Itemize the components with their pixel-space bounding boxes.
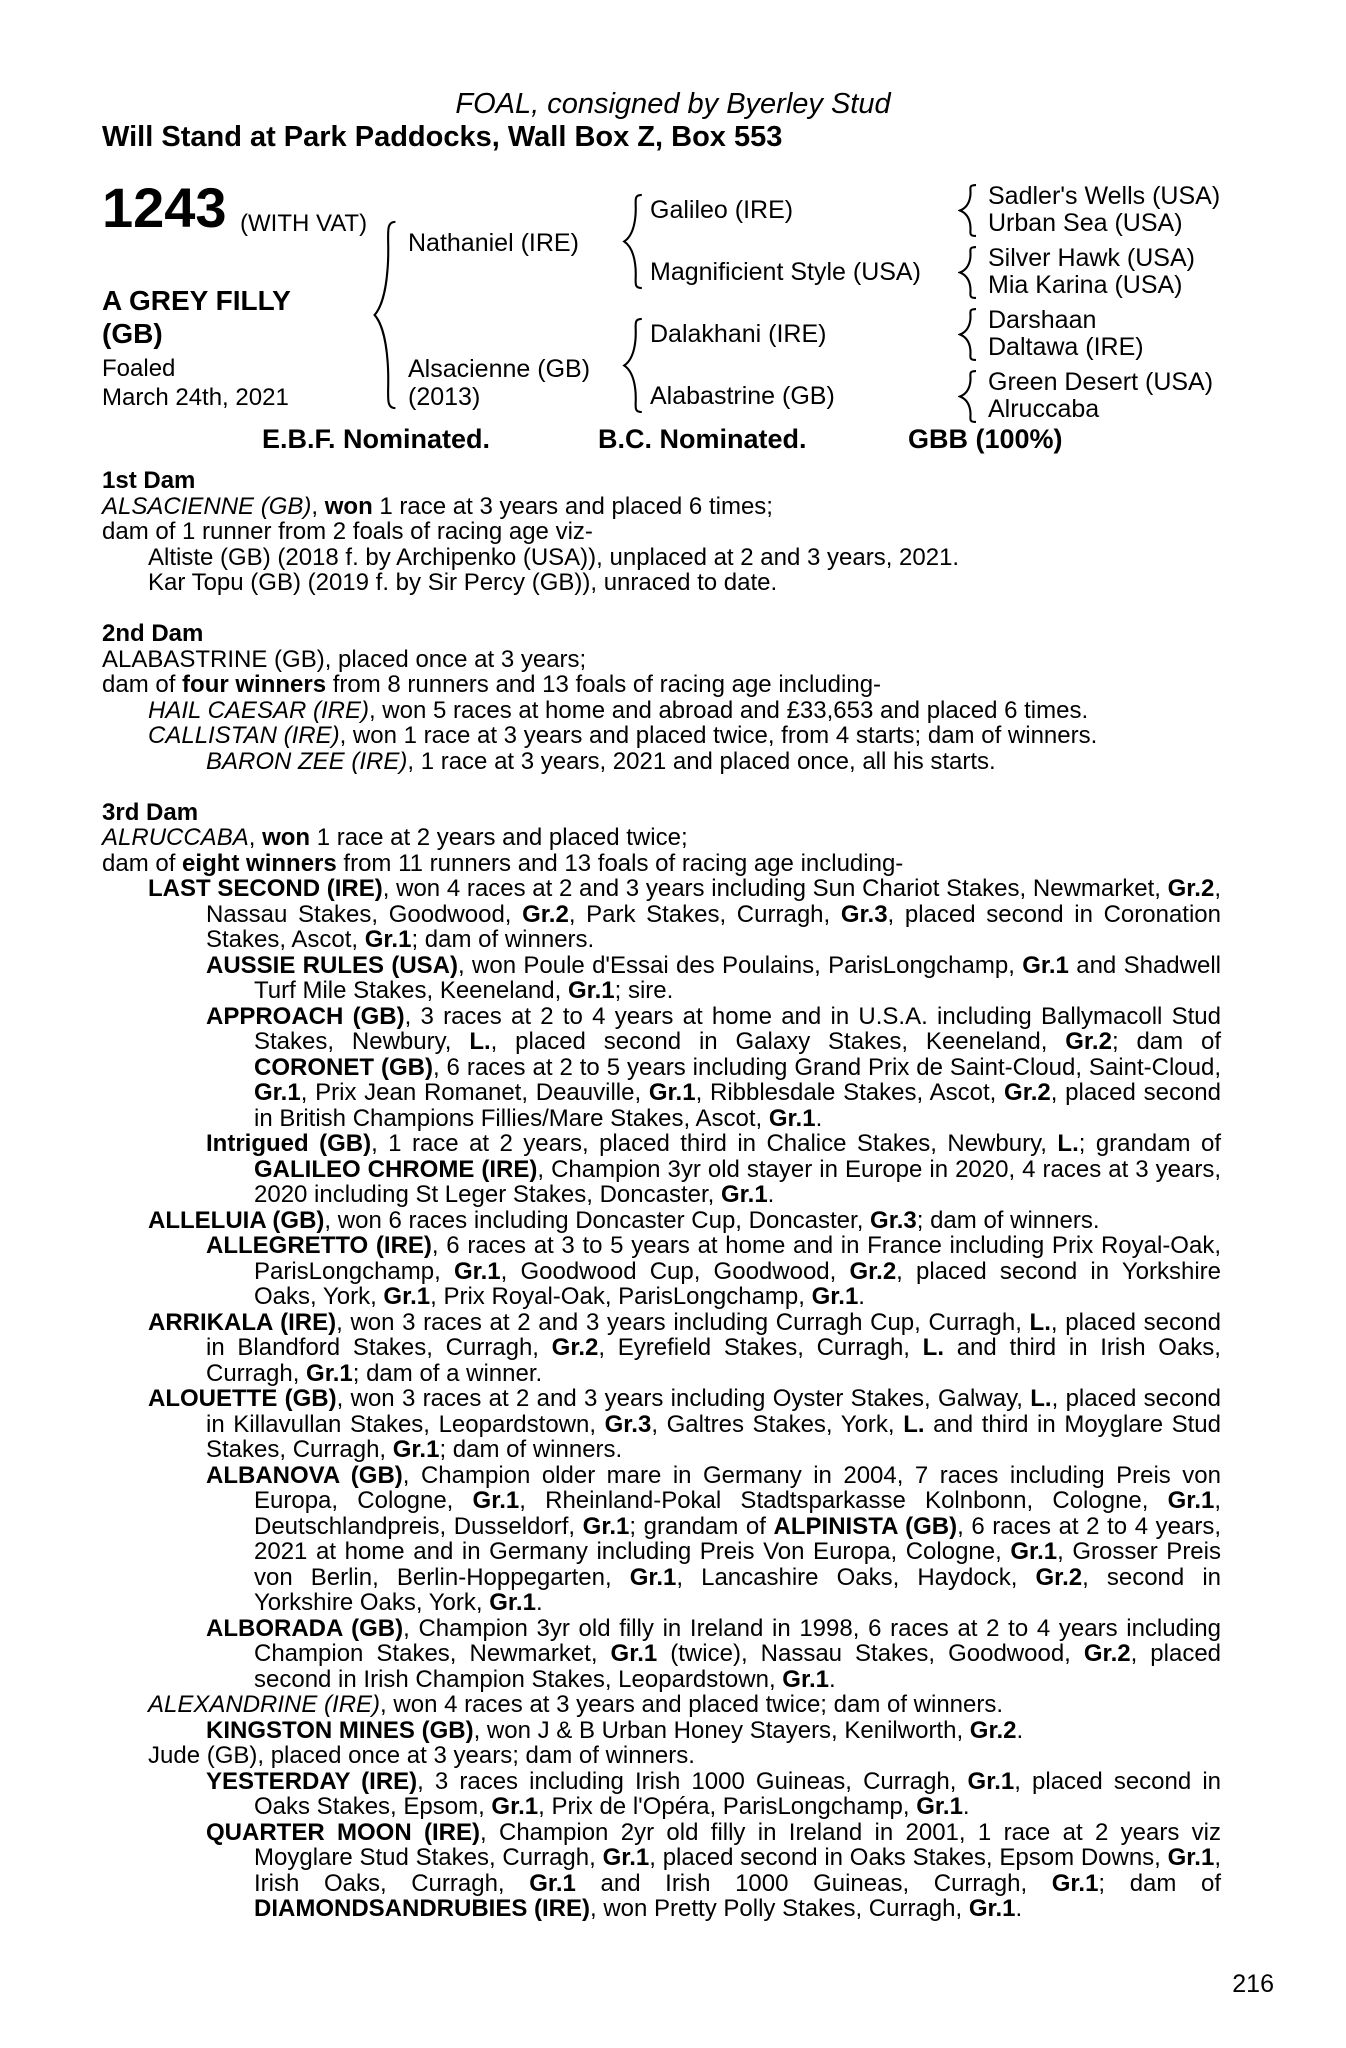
lot-number: 1243 xyxy=(102,176,227,239)
pedigree-entry: BARON ZEE (IRE), 1 race at 3 years, 2021 and placed once, all his starts. xyxy=(206,747,996,775)
section-heading: 1st Dam xyxy=(102,467,196,494)
pedigree-dam-year: (2013) xyxy=(408,383,481,411)
pedigree-entry: ALLEGRETTO (IRE), 6 races at 3 to 5 years at home and in France including Prix Royal-Oak, ParisLongchamp, Gr.1, Goodwood Cup, Goodwood, Gr.2, placed second in Yorkshire Oaks, York, Gr.1, Prix Royal-Oak, ParisLongchamp, Gr.1. xyxy=(206,1232,1221,1310)
brace-icon-gen1 xyxy=(372,218,398,412)
stand-location: Will Stand at Park Paddocks, Wall Box Z, Box 553 xyxy=(102,121,783,153)
pedigree-dam-sire: Dalakhani (IRE) xyxy=(650,320,827,348)
pedigree-entry: AUSSIE RULES (USA), won Poule d'Essai des Poulains, ParisLongchamp, Gr.1 and Shadwell Turf Mile Stakes, Keeneland, Gr.1; sire. xyxy=(206,951,1221,1004)
section-heading: 2nd Dam xyxy=(102,620,204,647)
pedigree-entry: ALLELUIA (GB), won 6 races including Doncaster Cup, Doncaster, Gr.3; dam of winners. xyxy=(148,1206,1100,1234)
pedigree-sire-dam: Magnificient Style (USA) xyxy=(650,258,921,286)
pedigree-entry: dam of four winners from 8 runners and 13 foals of racing age including- xyxy=(102,671,882,698)
brace-icon-dam xyxy=(622,317,644,414)
pedigree-entry: APPROACH (GB), 3 races at 2 to 4 years at home and in U.S.A. including Ballymacoll Stud Stakes, Newbury, L., placed second in Galaxy Stakes, Keeneland, Gr.2; dam of CORONET (GB), 6 races at 2 to 5 years including Grand Prix de Saint-Cloud, Saint-Cloud, Gr.1, Prix Jean Romanet, Deauville, Gr.1, Ribblesdale Stakes, Ascot, Gr.2, placed second in British Champions Fillies/Mare Stakes, Ascot, Gr.1. xyxy=(206,1002,1222,1132)
brace-icon-sire-sire xyxy=(958,184,978,237)
pedigree-gen3-name: Daltawa (IRE) xyxy=(988,333,1144,361)
section-heading: 3rd Dam xyxy=(102,798,199,826)
brace-icon-dam-dam xyxy=(958,370,978,423)
consignment-title: FOAL, consigned by Byerley Stud xyxy=(455,88,891,120)
pedigree-entry: ALOUETTE (GB), won 3 races at 2 and 3 years including Oyster Stakes, Galway, L., placed second in Killavullan Stakes, Leopardstown, Gr.3, Galtres Stakes, York, L. and third in Moyglare Stud Stakes, Curragh, Gr.1; dam of winners. xyxy=(148,1385,1222,1463)
pedigree-entry: Altiste (GB) (2018 f. by Archipenko (USA)), unplaced at 2 and 3 years, 2021. xyxy=(148,543,960,571)
pedigree-gen3-name: Green Desert (USA) xyxy=(988,368,1214,396)
pedigree-entry: ALEXANDRINE (IRE), won 4 races at 3 years and placed twice; dam of winners. xyxy=(148,1691,1004,1718)
pedigree-entry: KINGSTON MINES (GB), won J & B Urban Honey Stayers, Kenilworth, Gr.2. xyxy=(206,1716,1024,1744)
brace-icon-sire-dam xyxy=(958,246,978,299)
horse-description: A GREY FILLY xyxy=(102,285,291,316)
foaled-label: Foaled xyxy=(102,355,176,382)
pedigree-dam: Alsacienne (GB) xyxy=(408,355,591,383)
pedigree-entry: YESTERDAY (IRE), 3 races including Irish 1000 Guineas, Curragh, Gr.1, placed second in Oaks Stakes, Epsom, Gr.1, Prix de l'Opéra, ParisLongchamp, Gr.1. xyxy=(206,1767,1222,1820)
vat-note: (WITH VAT) xyxy=(240,210,368,237)
pedigree-entry: HAIL CAESAR (IRE), won 5 races at home and abroad and £33,653 and placed 6 times. xyxy=(148,696,1089,724)
pedigree-entry: CALLISTAN (IRE), won 1 race at 3 years and placed twice, from 4 starts; dam of winners. xyxy=(148,722,1098,749)
pedigree-entry: Intrigued (GB), 1 race at 2 years, placed third in Chalice Stakes, Newbury, L.; grandam of GALILEO CHROME (IRE), Champion 3yr old stayer in Europe in 2020, 4 races at 3 years, 2020 including St Leger Stakes, Doncaster, Gr.1. xyxy=(206,1130,1222,1208)
page-number: 216 xyxy=(1232,1970,1274,1998)
pedigree-entry: dam of 1 runner from 2 foals of racing age viz- xyxy=(102,518,593,545)
horse-description-suffix: (GB) xyxy=(102,318,163,349)
pedigree-entry: ALBANOVA (GB), Champion older mare in Germany in 2004, 7 races including Preis von Europa, Cologne, Gr.1, Rheinland-Pokal Stadtsparkasse Kolnbonn, Cologne, Gr.1, Deutschlandpreis, Dusseldorf, Gr.1; grandam of ALPINISTA (GB), 6 races at 2 to 4 years, 2021 at home and in Germany including Preis Von Europa, Cologne, Gr.1, Grosser Preis von Berlin, Berlin-Hoppegarten, Gr.1, Lancashire Oaks, Haydock, Gr.2, second in Yorkshire Oaks, York, Gr.1. xyxy=(206,1461,1222,1616)
pedigree-entry: ARRIKALA (IRE), won 3 races at 2 and 3 years including Curragh Cup, Curragh, L., placed second in Blandford Stakes, Curragh, Gr.2, Eyrefield Stakes, Curragh, L. and third in Irish Oaks, Curragh, Gr.1; dam of a winner. xyxy=(148,1308,1222,1387)
pedigree-sire: Nathaniel (IRE) xyxy=(408,229,579,257)
pedigree-entry: ALSACIENNE (GB), won 1 race at 3 years and placed 6 times; xyxy=(102,492,773,520)
brace-icon-dam-sire xyxy=(958,308,978,361)
pedigree-sire-sire: Galileo (IRE) xyxy=(650,196,794,224)
nomination-gbb: GBB (100%) xyxy=(908,424,1063,454)
pedigree-gen3-name: Sadler's Wells (USA) xyxy=(988,182,1221,210)
nomination-ebf: E.B.F. Nominated. xyxy=(262,424,491,454)
foaled-date: March 24th, 2021 xyxy=(102,384,289,411)
pedigree-dam-dam: Alabastrine (GB) xyxy=(650,382,835,410)
pedigree-entry: dam of eight winners from 11 runners and 13 foals of racing age including- xyxy=(102,849,904,877)
pedigree-gen3-name: Darshaan xyxy=(988,306,1097,334)
pedigree-entry: ALRUCCABA, won 1 race at 2 years and placed twice; xyxy=(102,824,688,851)
pedigree-entry: LAST SECOND (IRE), won 4 races at 2 and 3 years including Sun Chariot Stakes, Newmarket, Gr.2, Nassau Stakes, Goodwood, Gr.2, Park Stakes, Curragh, Gr.3, placed second in Coronation Stakes, Ascot, Gr.1; dam of winners. xyxy=(148,875,1222,953)
pedigree-gen3-name: Silver Hawk (USA) xyxy=(988,244,1195,272)
nomination-bc: B.C. Nominated. xyxy=(598,424,807,454)
pedigree-gen3-name: Urban Sea (USA) xyxy=(988,209,1183,237)
pedigree-entry: Kar Topu (GB) (2019 f. by Sir Percy (GB)), unraced to date. xyxy=(148,569,778,596)
pedigree-entry: QUARTER MOON (IRE), Champion 2yr old filly in Ireland in 2001, 1 race at 2 years viz Moyglare Stud Stakes, Curragh, Gr.1, placed second in Oaks Stakes, Epsom Downs, Gr.1, Irish Oaks, Curragh, Gr.1 and Irish 1000 Guineas, Curragh, Gr.1; dam of DIAMONDSANDRUBIES (IRE), won Pretty Polly Stakes, Curragh, Gr.1. xyxy=(206,1818,1222,1922)
catalog-sections xyxy=(102,468,1221,1922)
pedigree-gen3-name: Alruccaba xyxy=(988,395,1100,423)
brace-icon-sire xyxy=(622,193,644,290)
pedigree-entry: Jude (GB), placed once at 3 years; dam of winners. xyxy=(148,1742,695,1769)
pedigree-gen3-name: Mia Karina (USA) xyxy=(988,271,1183,299)
pedigree-entry: ALABASTRINE (GB), placed once at 3 years; xyxy=(102,645,587,673)
pedigree-entry: ALBORADA (GB), Champion 3yr old filly in Ireland in 1998, 6 races at 2 to 4 years including Champion Stakes, Newmarket, Gr.1 (twice), Nassau Stakes, Goodwood, Gr.2, placed second in Irish Champion Stakes, Leopardstown, Gr.1. xyxy=(206,1614,1222,1693)
